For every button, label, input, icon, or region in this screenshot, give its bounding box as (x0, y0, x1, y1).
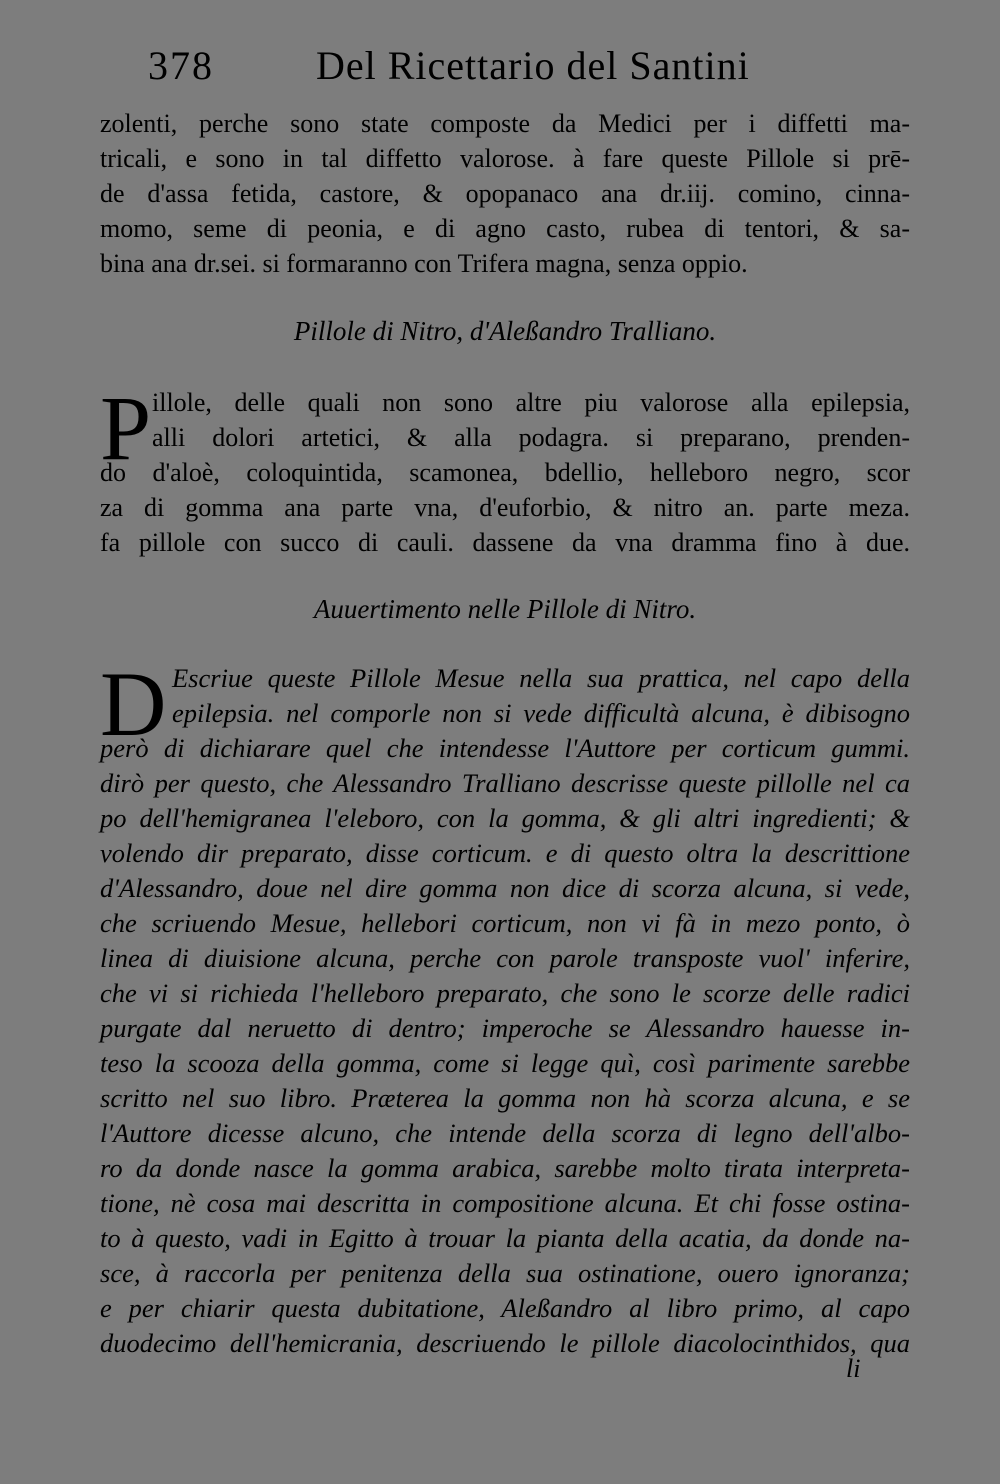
text-line: e per chiarir questa dubitatione, Aleßandro al libro primo, al capo (100, 1293, 910, 1323)
text-line: momo, seme di peonia, e di agno casto, rubea di tentori, & sa- (100, 214, 910, 243)
page-number: 378 (148, 43, 214, 88)
text-line: volendo dir preparato, disse corticum. e di questo oltra la descrittione (100, 838, 910, 868)
text-line: tione, nè cosa mai descritta in compositione alcuna. Et chi fosse ostina- (100, 1188, 910, 1218)
text-line: fa pillole con succo di cauli. dassene da vna dramma fino à due. (100, 528, 910, 557)
text-line: do d'aloè, coloquintida, scamonea, bdellio, helleboro negro, scor (100, 458, 910, 487)
catchword: li (846, 1354, 861, 1383)
text-line: po dell'hemigranea l'eleboro, con la gomma, & gli altri ingredienti; & (100, 803, 910, 833)
text-line: che scriuendo Mesue, hellebori corticum, non vi fà in mezo ponto, ò (100, 908, 910, 938)
text-line: purgate dal neruetto di dentro; imperoche se Alessandro hauesse in- (100, 1013, 910, 1043)
pillole-nitro-paragraph (100, 385, 910, 560)
text-line: to à questo, vadi in Egitto à trouar la pianta della acatia, da donde na- (100, 1223, 910, 1253)
text-line: alli dolori artetici, & alla podagra. si preparano, prenden- (152, 423, 910, 452)
text-line: ro da donde nasce la gomma arabica, sarebbe molto tirata interpreta- (100, 1153, 910, 1183)
text-line: scritto nel suo libro. Præterea la gomma non hà scorza alcuna, e se (100, 1083, 910, 1113)
text-line: duodecimo dell'hemicrania, descriuendo le pillole diacolocinthidos, qua (100, 1328, 910, 1358)
recipe-continuation-paragraph (100, 106, 910, 281)
text-line: Escriue queste Pillole Mesue nella sua prattica, nel capo della (172, 663, 910, 693)
text-line: illole, delle quali non sono altre piu valorose alla epilepsia, (152, 388, 910, 417)
text-line: zolenti, perche sono state composte da Medici per i diffetti ma- (100, 109, 910, 138)
section-heading-pillole-nitro: Pillole di Nitro, d'Aleßandro Tralliano. (293, 316, 717, 346)
text-line: d'Alessandro, doue nel dire gomma non dice di scorza alcuna, si vede, (100, 873, 910, 903)
running-header (148, 42, 928, 92)
drop-cap-d: D (100, 653, 167, 755)
drop-cap-p: P (100, 377, 152, 479)
auuertimento-paragraph (100, 661, 910, 1361)
text-line: sce, à raccorla per penitenza della sua ostinatione, ouero ignoranza; (100, 1258, 910, 1288)
text-line: de d'assa fetida, castore, & opopanaco ana dr.iij. comino, cinna- (100, 179, 910, 208)
section-heading-auuertimento: Auuertimento nelle Pillole di Nitro. (313, 594, 697, 624)
text-line: za di gomma ana parte vna, d'euforbio, & nitro an. parte meza. (100, 493, 910, 522)
text-line: teso la scooza della gomma, come si legge quì, così parimente sarebbe (100, 1048, 910, 1078)
text-line: dirò per questo, che Alessandro Tralliano descrisse queste pillolle nel ca (100, 768, 910, 798)
text-line: linea di diuisione alcuna, perche con parole transposte vuol' inferire, (100, 943, 910, 973)
running-title: Del Ricettario del Santini (316, 43, 750, 88)
text-line: che vi si richieda l'helleboro preparato, che sono le scorze delle radici (100, 978, 910, 1008)
text-line: l'Auttore dicesse alcuno, che intende della scorza di legno dell'albo- (100, 1118, 910, 1148)
text-line: tricali, e sono in tal diffetto valorose. à fare queste Pillole si prē- (100, 144, 910, 173)
text-line: però di dichiarare quel che intendesse l'Auttore per corticum gummi. (100, 733, 910, 763)
text-line: epilepsia. nel comporle non si vede difficultà alcuna, è dibisogno (172, 698, 910, 728)
text-line: bina ana dr.sei. si formaranno con Trifera magna, senza oppio. (100, 249, 748, 278)
